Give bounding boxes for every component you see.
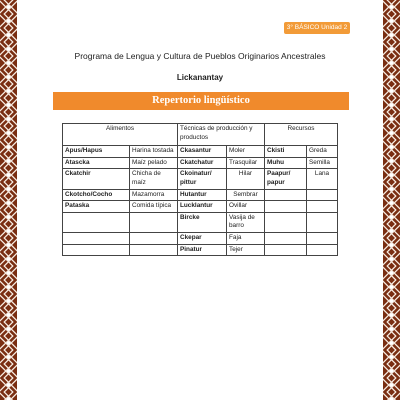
table-cell: Lana: [307, 169, 338, 189]
table-cell: Ckasantur: [178, 146, 227, 158]
table-cell: Comida típica: [130, 201, 178, 213]
table-cell: [130, 244, 178, 256]
table-cell: [63, 233, 130, 245]
table-cell: Chicha de maíz: [130, 169, 178, 189]
table-row: [63, 157, 338, 169]
table-cell: [307, 244, 338, 256]
table-cell: Mazamorra: [130, 189, 178, 201]
table-cell: Greda: [307, 146, 338, 158]
table-cell: Ckatchir: [63, 169, 130, 189]
unit-badge: 3° BÁSICO Unidad 2: [284, 22, 350, 34]
table-cell: [265, 233, 307, 245]
section-banner: Repertorio lingüístico: [53, 92, 349, 110]
table-cell: Trasquilar: [227, 157, 265, 169]
table-cell: [307, 201, 338, 213]
table-cell: [265, 212, 307, 232]
table-cell: Atascka: [63, 157, 130, 169]
table-cell: Muhu: [265, 157, 307, 169]
table-cell: Maíz pelado: [130, 157, 178, 169]
table-cell: [265, 201, 307, 213]
table-cell: Harina tostada: [130, 146, 178, 158]
table-header-row: [63, 124, 338, 146]
table-cell: [265, 189, 307, 201]
table-row: [63, 201, 338, 213]
table-cell: [265, 244, 307, 256]
table-cell: Ckepar: [178, 233, 227, 245]
table-cell: Ckotcho/Cocho: [63, 189, 130, 201]
table-cell: Vasija de barro: [227, 212, 265, 232]
table-row: [63, 233, 338, 245]
column-header-techniques: Técnicas de producción y productos: [178, 124, 265, 146]
table-cell: Apus/Hapus: [63, 146, 130, 158]
column-header-food: Alimentos: [63, 124, 178, 146]
table-cell: Bircke: [178, 212, 227, 232]
table-cell: Hilar: [227, 169, 265, 189]
table-cell: Ovillar: [227, 201, 265, 213]
table-row: [63, 189, 338, 201]
table-cell: Faja: [227, 233, 265, 245]
table-cell: Ckoinatur/ pittur: [178, 169, 227, 189]
table-cell: Lucklantur: [178, 201, 227, 213]
table-row: [63, 212, 338, 232]
vocabulary-table: [62, 123, 338, 256]
table-cell: Pinatur: [178, 244, 227, 256]
table-cell: Sembrar: [227, 189, 265, 201]
table-cell: Ckatchatur: [178, 157, 227, 169]
program-title: Programa de Lengua y Cultura de Pueblos Originarios Ancestrales: [74, 51, 326, 61]
column-header-resources: Recursos: [265, 124, 338, 146]
table-cell: [130, 212, 178, 232]
table-cell: [63, 244, 130, 256]
table-cell: Tejer: [227, 244, 265, 256]
table-cell: [307, 212, 338, 232]
table-row: [63, 169, 338, 189]
table-cell: Moler: [227, 146, 265, 158]
table-cell: Paapur/ papur: [265, 169, 307, 189]
table-cell: [307, 233, 338, 245]
language-title: Lickanantay: [176, 73, 224, 82]
table-cell: Pataska: [63, 201, 130, 213]
table-cell: [130, 233, 178, 245]
table-cell: Semilla: [307, 157, 338, 169]
table-cell: Ckisti: [265, 146, 307, 158]
table-cell: Hutantur: [178, 189, 227, 201]
table-row: [63, 244, 338, 256]
table-cell: [63, 212, 130, 232]
table-row: [63, 146, 338, 158]
table-cell: [307, 189, 338, 201]
